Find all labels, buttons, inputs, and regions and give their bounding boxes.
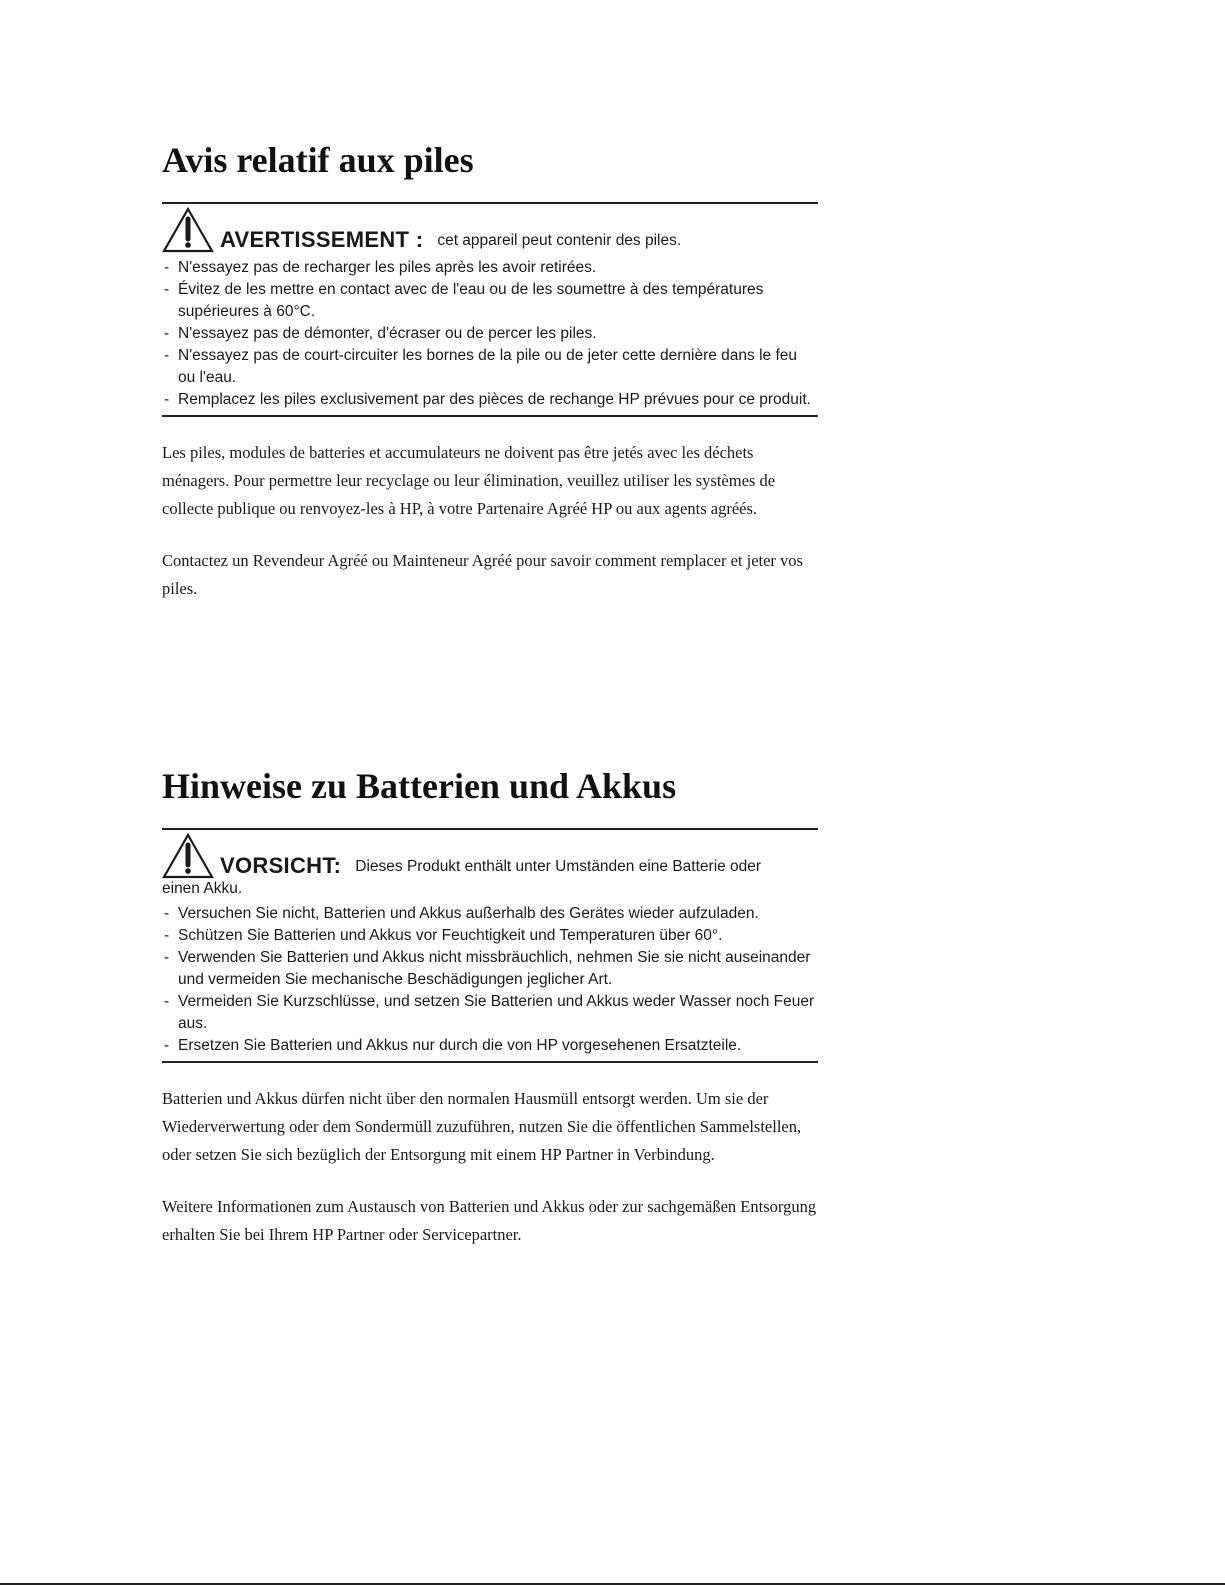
warning-intro-continued-german: einen Akku. xyxy=(162,880,243,897)
warning-label-german: VORSICHT: xyxy=(220,853,342,878)
warning-box-french xyxy=(162,202,818,417)
paragraph: Batterien und Akkus dürfen nicht über den normalen Hausmüll entsorgt werden. Um sie der Wiederverwertung oder dem Sondermüll zuzuführen, nutzen Sie die öffentlichen Sammelstellen, oder setzen Sie sich bezüglich der Entsorgung mit einem HP Partner in Verbindung. xyxy=(162,1089,802,1164)
list-item: - N'essayez pas de démonter, d'écraser ou de percer les piles. xyxy=(162,323,818,345)
paragraph: Contactez un Revendeur Agréé ou Mainteneur Agréé pour savoir comment remplacer et jeter vos piles. xyxy=(162,551,803,598)
page-title-french: Avis relatif aux piles xyxy=(162,140,474,180)
warning-list-german xyxy=(162,903,818,1057)
list-item: - N'essayez pas de court-circuiter les bornes de la pile ou de jeter cette dernière dans le feu ou l'eau. xyxy=(162,345,818,389)
body-text-german xyxy=(162,1085,818,1249)
list-item: - Verwenden Sie Batterien und Akkus nicht missbräuchlich, nehmen Sie sie nicht auseinander und vermeiden Sie mechanische Beschädigungen jeglicher Art. xyxy=(162,947,818,991)
section-german-battery-notice xyxy=(162,764,818,1249)
list-item: - Schützen Sie Batterien und Akkus vor Feuchtigkeit und Temperaturen über 60°. xyxy=(162,925,818,947)
warning-header-french xyxy=(162,207,818,253)
page-title-german: Hinweise zu Batterien und Akkus xyxy=(162,766,677,806)
warning-label-french: AVERTISSEMENT : xyxy=(220,227,424,252)
warning-intro-french: cet appareil peut contenir des piles. xyxy=(437,232,682,249)
section-french-battery-notice xyxy=(162,138,818,603)
paragraph: Les piles, modules de batteries et accumulateurs ne doivent pas être jetés avec les déchets ménagers. Pour permettre leur recyclage ou leur élimination, veuillez utiliser les systèmes de collecte publique ou renvoyez-les à HP, à votre Partenaire Agréé HP ou aux agents agréés. xyxy=(162,443,776,518)
warning-intro-german: Dieses Produkt enthält unter Umständen eine Batterie oder xyxy=(355,858,762,875)
list-item: - Versuchen Sie nicht, Batterien und Akkus außerhalb des Gerätes wieder aufzuladen. xyxy=(162,903,818,925)
warning-box-german xyxy=(162,828,818,1063)
list-item: - Remplacez les piles exclusivement par des pièces de rechange HP prévues pour ce produit. xyxy=(162,389,818,411)
body-text-french xyxy=(162,439,818,603)
list-item: - Vermeiden Sie Kurzschlüsse, und setzen Sie Batterien und Akkus weder Wasser noch Feuer aus. xyxy=(162,991,818,1035)
list-item: - Ersetzen Sie Batterien und Akkus nur durch die von HP vorgesehenen Ersatzteile. xyxy=(162,1035,818,1057)
warning-triangle-icon xyxy=(162,833,214,879)
list-item: - N'essayez pas de recharger les piles après les avoir retirées. xyxy=(162,257,818,279)
warning-triangle-icon xyxy=(162,207,214,253)
warning-header-german xyxy=(162,833,818,899)
paragraph: Weitere Informationen zum Austausch von Batterien und Akkus oder zur sachgemäßen Entsorgung erhalten Sie bei Ihrem HP Partner oder Servicepartner. xyxy=(162,1197,817,1244)
list-item: - Évitez de les mettre en contact avec de l'eau ou de les soumettre à des températures supérieures à 60°C. xyxy=(162,279,818,323)
warning-list-french xyxy=(162,257,818,411)
